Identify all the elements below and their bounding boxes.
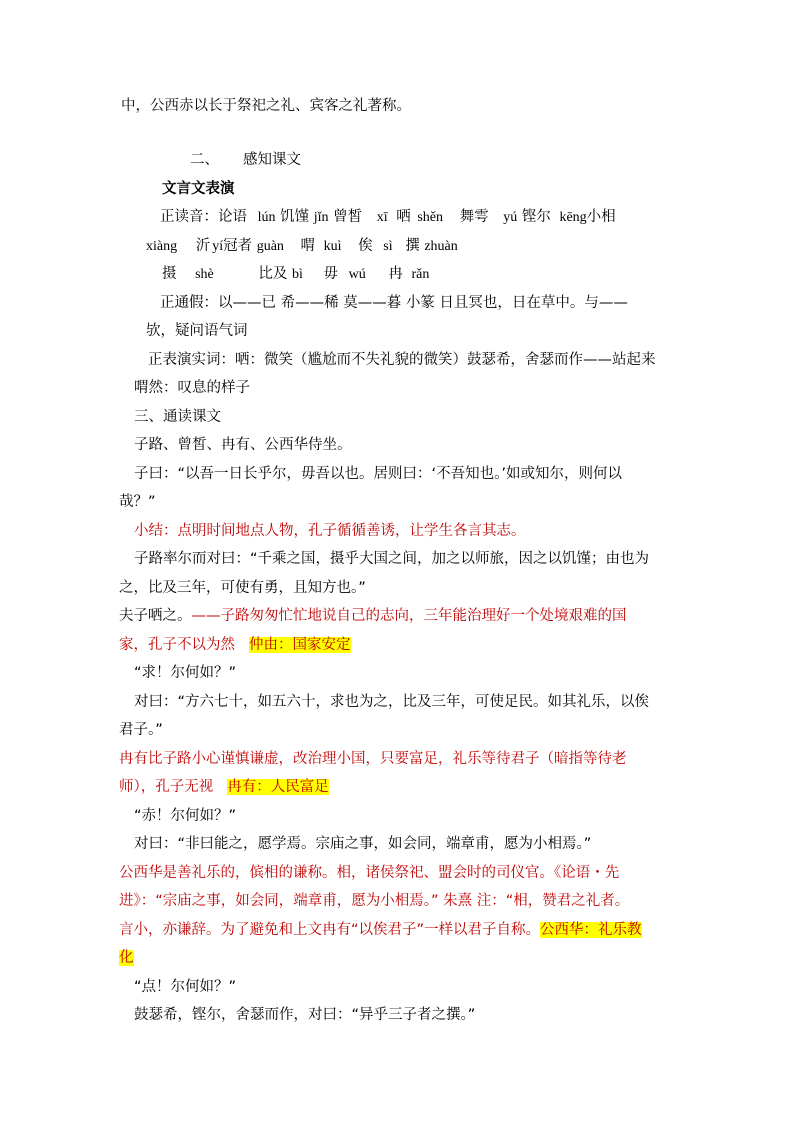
pinyin: wú (348, 267, 366, 282)
pinyin: yí (212, 239, 224, 254)
pinyin: kēng (559, 210, 587, 225)
pinyin: sì (383, 239, 393, 254)
text: 夫子哂之。 (119, 608, 192, 624)
pinyin: yú (503, 210, 518, 225)
text: 喟 (300, 238, 316, 254)
section-title: 感知课文 (243, 152, 301, 168)
text: 俟 (358, 238, 373, 254)
section-number: 二、 (190, 152, 219, 168)
text: 撰 (405, 238, 420, 254)
pinyin: shè (195, 267, 214, 282)
text-line: 正通假：以——已 希——稀 莫——暮 小篆 日且冥也，日在草中。与—— (160, 295, 628, 311)
text-line: 鼓瑟希，铿尔，舍瑟而作，对曰：“异乎三子者之撰。” (134, 1007, 476, 1023)
text: 沂 (195, 238, 211, 254)
subheading: 文言文表演 (162, 181, 235, 197)
summary-note: 小结：点明时间地点人物，孔子循循善诱，让学生各言其志。 (134, 523, 526, 539)
annotation: 家，孔子不以为然 (119, 637, 235, 653)
text: 冉 (388, 266, 403, 282)
text: 铿尔 (521, 209, 551, 225)
text: 正读音：论语 (160, 209, 247, 225)
pinyin: rǎn (411, 267, 430, 282)
text-line (119, 635, 351, 655)
pronunciation-line-3 (162, 264, 429, 285)
text-line: 欤，疑问语气词 (146, 323, 248, 339)
section-heading-3: 三、通读课文 (134, 409, 221, 425)
highlight-label: 公西华：礼乐教 (540, 922, 642, 938)
text-line: “点！尔何如？” (134, 979, 237, 995)
text: 哂 (396, 209, 411, 225)
pinyin: xiàng (146, 239, 178, 254)
highlight-label: 仲由：国家安定 (249, 637, 351, 653)
text-line (119, 777, 329, 797)
text-line: 对曰：“非曰能之，愿学焉。宗庙之事，如会同，端章甫，愿为小相焉。” (134, 836, 592, 852)
text: 舞雩 (459, 209, 489, 225)
pinyin: zhuàn (424, 239, 458, 254)
text-line: 子路、曾皙、冉有、公西华侍坐。 (134, 437, 352, 453)
text-line: 子曰：“以吾一日长乎尔，毋吾以也。居则曰：‘不吾知也。’如或知尔，则何以 (134, 466, 622, 482)
text-line: 哉？” (119, 494, 156, 510)
text-line: 中，公西赤以长于祭祀之礼、宾客之礼著称。 (121, 98, 411, 114)
text: 饥馑 (280, 209, 310, 225)
text-line: “赤！尔何如？” (134, 808, 237, 824)
highlight-label: 冉有：人民富足 (227, 779, 329, 795)
annotation: 师），孔子无视 (119, 779, 214, 795)
pinyin: lún (257, 210, 276, 225)
text-line: 对曰：“方六七十，如五六十，求也为之，比及三年，可使足民。如其礼乐，以俟 (134, 694, 650, 710)
text: 比及 (258, 266, 288, 282)
text-line: 正表演实词：哂：微笑（尴尬而不失礼貌的微笑）鼓瑟希，舍瑟而作——站起来 (148, 352, 656, 368)
annotation: 言小，亦谦辞。为了避免和上文冉有“以俟君子”一样以君子自称。 (119, 922, 541, 938)
pinyin: bì (292, 267, 303, 282)
annotation: ——子路匆匆忙忙地说自己的志向，三年能治理好一个处境艰难的国 (191, 608, 627, 624)
annotation-line: 冉有比子路小心谨慎谦虚，改治理小国，只要富足，礼乐等待君子（暗指等待老 (119, 751, 627, 767)
pinyin: shěn (417, 210, 443, 225)
text-line (119, 920, 642, 940)
pronunciation-line-1 (160, 207, 616, 228)
pinyin: kuì (323, 239, 342, 254)
text-line: 子路率尔而对曰：“千乘之国，摄乎大国之间，加之以师旅，因之以饥馑；由也为 (134, 551, 650, 567)
pinyin: guàn (256, 239, 284, 254)
text: 冠者 (223, 238, 253, 254)
text: 小相 (586, 209, 616, 225)
text-line: 之，比及三年，可使有勇，且知方也。” (119, 580, 366, 596)
annotation-line: 公西华是善礼乐的，傧相的谦称。相，诸侯祭祀、盟会时的司仪官。《论语・先 (119, 865, 620, 881)
annotation-line: 进》：“宗庙之事，如会同，端章甫，愿为小相焉。” 朱熹 注：“相，赞君之礼者。 (119, 893, 630, 909)
text: 毋 (323, 266, 338, 282)
text-line: “求！尔何如？” (134, 665, 237, 681)
pinyin: jǐn (313, 210, 329, 225)
pinyin: xī (376, 210, 388, 225)
text-line (119, 948, 134, 968)
pronunciation-line-2 (146, 236, 458, 257)
highlight-label: 化 (119, 950, 134, 966)
text: 摄 (162, 266, 177, 282)
text: 曾皙 (333, 209, 363, 225)
text-line (119, 606, 627, 626)
section-heading-2 (190, 150, 301, 170)
text-line: 喟然：叹息的样子 (134, 380, 250, 396)
text-line: 君子。” (119, 722, 163, 738)
